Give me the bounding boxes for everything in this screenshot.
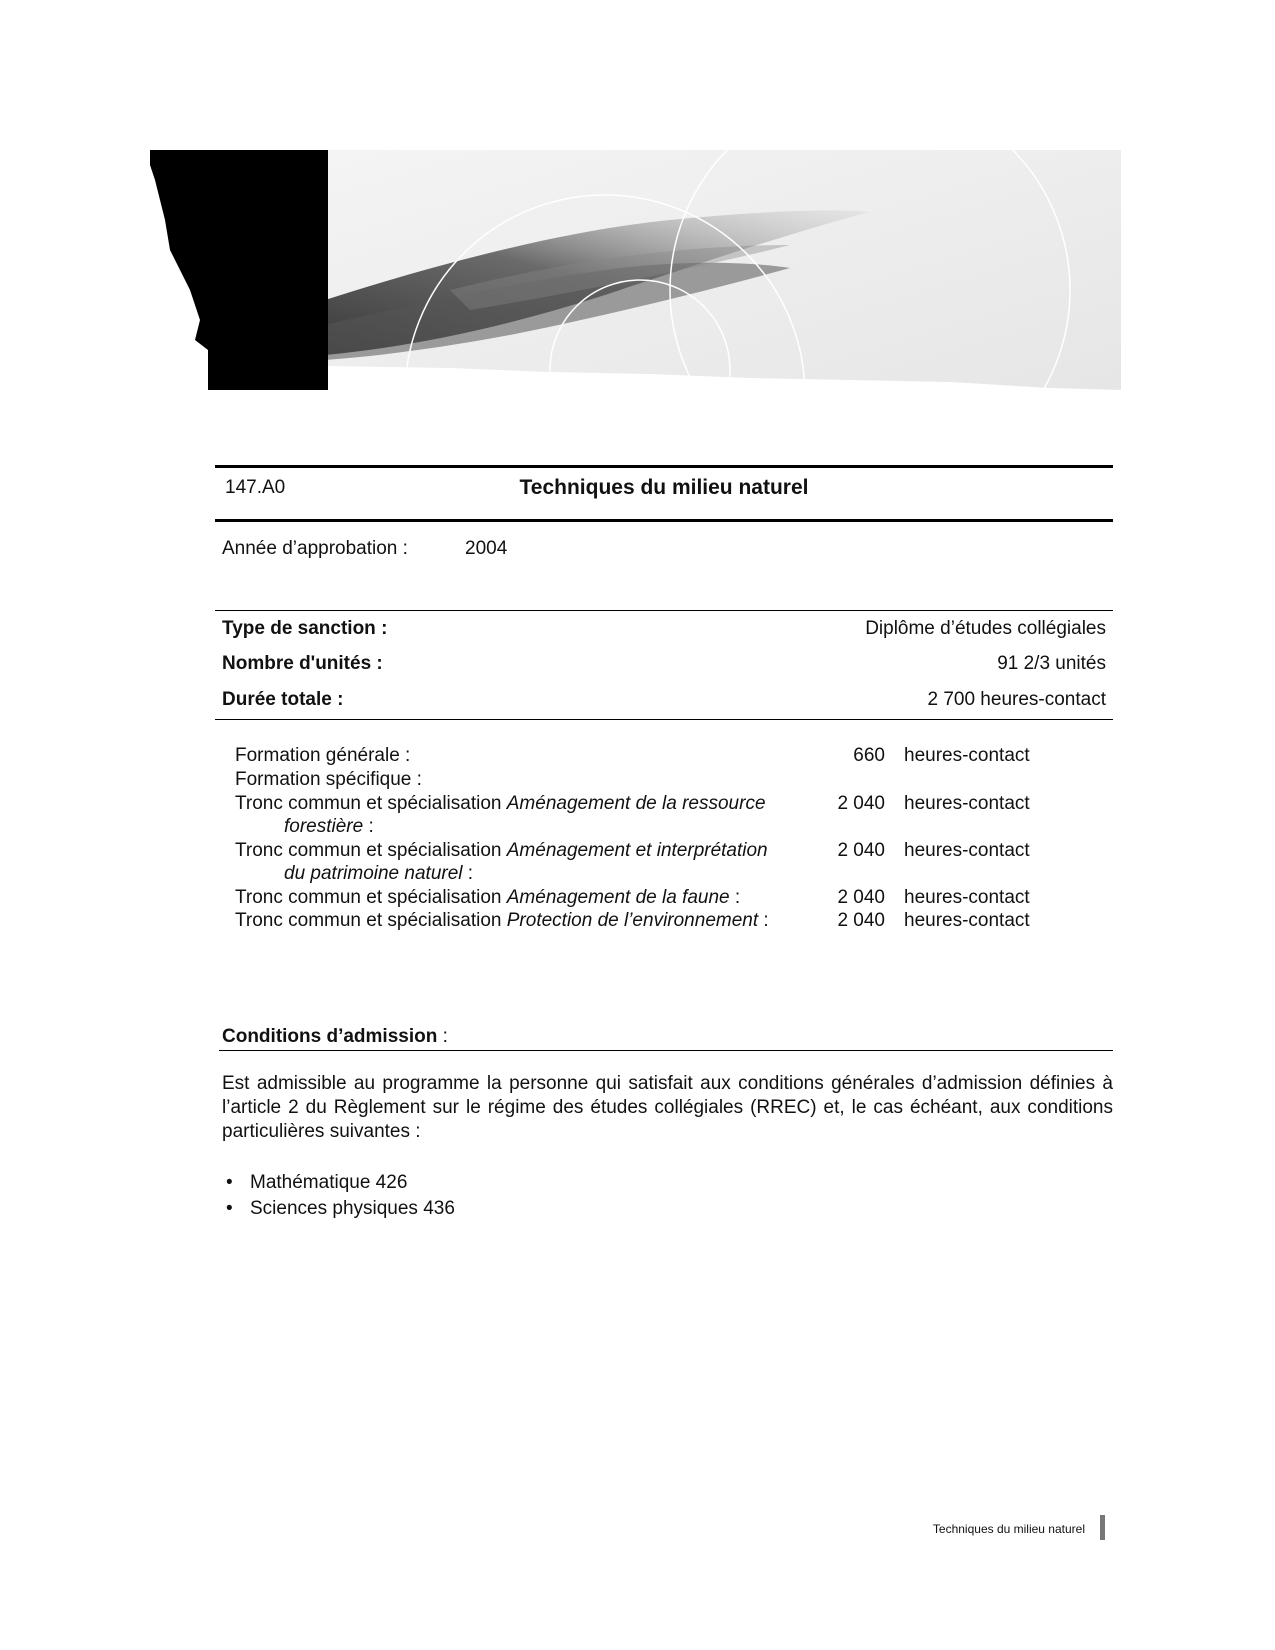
summary-value: 91 2/3 unités <box>997 653 1106 674</box>
summary-label: Durée totale : <box>222 689 344 710</box>
hours-label-continuation <box>235 815 825 838</box>
hours-label-suffix: : <box>363 816 374 837</box>
footer-running-title: Techniques du milieu naturel <box>932 1522 1085 1536</box>
admission-paragraph: Est admissible au programme la personne qui satisfait aux conditions générales d’admission définies à l’article 2 du Règlement sur le régime des études collégiales (RREC) et, le cas échéant, aux conditions particulières suivantes : <box>222 1073 1113 1142</box>
hours-unit: heures-contact <box>904 793 1030 814</box>
hours-value: 2 040 <box>837 910 885 931</box>
hours-unit: heures-contact <box>904 745 1030 766</box>
hours-unit: heures-contact <box>904 887 1030 908</box>
footer-bar <box>1100 1515 1105 1540</box>
summary-value: 2 700 heures-contact <box>927 689 1106 710</box>
approval-label: Année d’approbation : <box>222 538 408 559</box>
header-top-rule <box>215 465 1113 468</box>
hours-value: 2 040 <box>837 793 885 814</box>
hours-label-prefix: Tronc commun et spécialisation <box>235 793 507 814</box>
summary-label: Type de sanction : <box>222 618 388 639</box>
hours-label: Formation spécifique : <box>235 769 422 790</box>
hours-label-suffix: : <box>462 863 474 884</box>
hours-value: 2 040 <box>837 840 885 861</box>
hours-label-prefix: Tronc commun et spécialisation <box>235 910 507 931</box>
summary-value: Diplôme d’études collégiales <box>865 618 1106 639</box>
hours-label-suffix: : <box>729 887 741 908</box>
hours-unit: heures-contact <box>904 840 1030 861</box>
summary-label: Nombre d'unités : <box>222 653 383 674</box>
hours-unit: heures-contact <box>904 910 1030 931</box>
list-item <box>222 1196 455 1222</box>
hours-label-continuation <box>235 862 825 885</box>
program-code: 147.A0 <box>225 477 286 498</box>
hours-label: Formation générale : <box>235 745 411 766</box>
hours-label <box>235 839 825 885</box>
program-title: Techniques du milieu naturel <box>519 476 809 499</box>
hours-value: 660 <box>853 745 885 766</box>
hours-label-suffix: : <box>758 910 769 931</box>
admission-rule <box>219 1050 1113 1051</box>
admission-title-suffix: : <box>437 1026 448 1047</box>
header-banner-image <box>150 150 1121 408</box>
hours-value: 2 040 <box>837 887 885 908</box>
hours-label <box>235 886 825 909</box>
specialization-name: Protection de l’environnement <box>506 910 759 931</box>
hours-label-prefix: Tronc commun et spécialisation <box>235 887 507 908</box>
specialization-name: Aménagement de la faune <box>506 887 730 908</box>
specialization-name-cont: forestière <box>284 816 364 837</box>
list-item <box>222 1170 455 1196</box>
admission-title: Conditions d’admission <box>222 1026 438 1047</box>
admission-requirements-list <box>222 1170 455 1222</box>
admission-heading <box>222 1026 448 1048</box>
hours-label-prefix: Tronc commun et spécialisation <box>235 840 507 861</box>
summary-bottom-rule <box>215 719 1113 720</box>
specialization-name: Aménagement de la ressource <box>506 793 766 814</box>
requirement-text: Sciences physiques 436 <box>250 1198 455 1219</box>
approval-year: 2004 <box>465 538 508 559</box>
hours-label <box>235 909 825 932</box>
summary-top-rule <box>215 610 1113 611</box>
approval-year-line <box>222 538 507 560</box>
requirement-text: Mathématique 426 <box>250 1172 408 1193</box>
specialization-name: Aménagement et interprétation <box>506 840 768 861</box>
bullet-icon: • <box>226 1198 233 1219</box>
specialization-name-cont: du patrimoine naturel <box>284 863 463 884</box>
bullet-icon: • <box>226 1172 233 1193</box>
header-bottom-rule <box>215 519 1113 522</box>
hours-label <box>235 792 825 838</box>
